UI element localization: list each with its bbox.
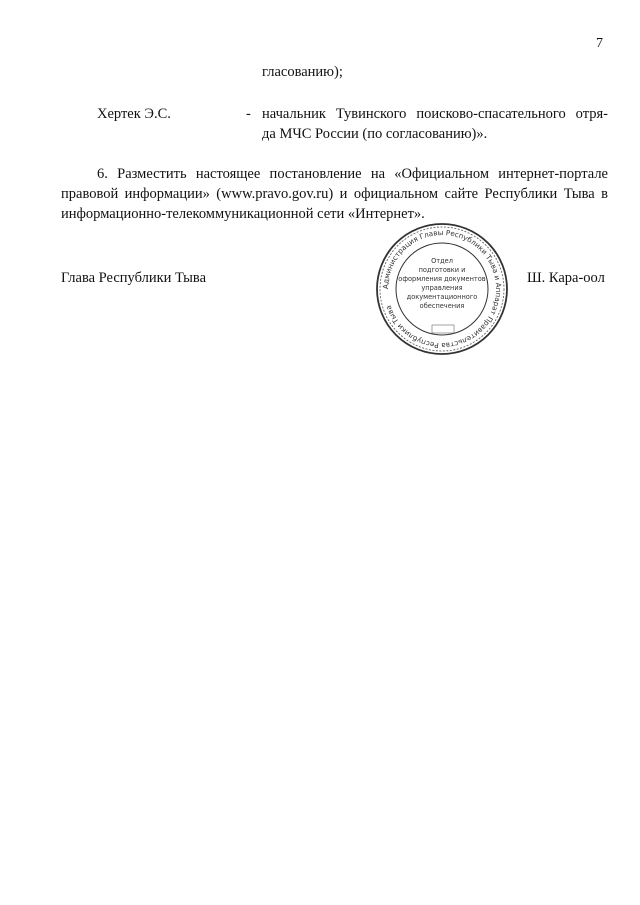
seal-line-4: управления: [421, 284, 463, 292]
paragraph-6-line-1: 6. Разместить настоящее постановление на «Официальном интернет-портале: [97, 166, 608, 182]
member-role-line-2: да МЧС России (по согласованию)».: [262, 126, 488, 142]
member-role-line-1: начальник Тувинского поисково-спасательного отря-: [262, 106, 608, 122]
signature-title: Глава Республики Тыва: [61, 270, 207, 286]
member-name: Хертек Э.С.: [97, 106, 171, 122]
seal-emblem-icon: [432, 325, 454, 333]
paragraph-6-line-2: правовой информации» (www.pravo.gov.ru) и официальном сайте Республики Тыва в: [61, 186, 608, 202]
seal-line-5: документационного: [406, 293, 478, 301]
member-dash: -: [246, 106, 251, 122]
page-number: 7: [596, 36, 603, 51]
signature-name: Ш. Кара-оол: [527, 270, 605, 286]
official-seal: [374, 221, 510, 357]
continuation-text: гласованию);: [262, 64, 343, 80]
seal-outer-text: Администрация Главы Республики Тыва и Аппарат Правительства Республики Тыва: [380, 227, 504, 351]
seal-line-2: подготовки и: [418, 266, 466, 274]
seal-line-3: оформления документов: [398, 275, 486, 283]
paragraph-6-line-3: информационно-телекоммуникационной сети «Интернет».: [61, 206, 425, 222]
seal-line-6: обеспечения: [419, 302, 465, 310]
seal-line-1: Отдел: [431, 257, 453, 265]
